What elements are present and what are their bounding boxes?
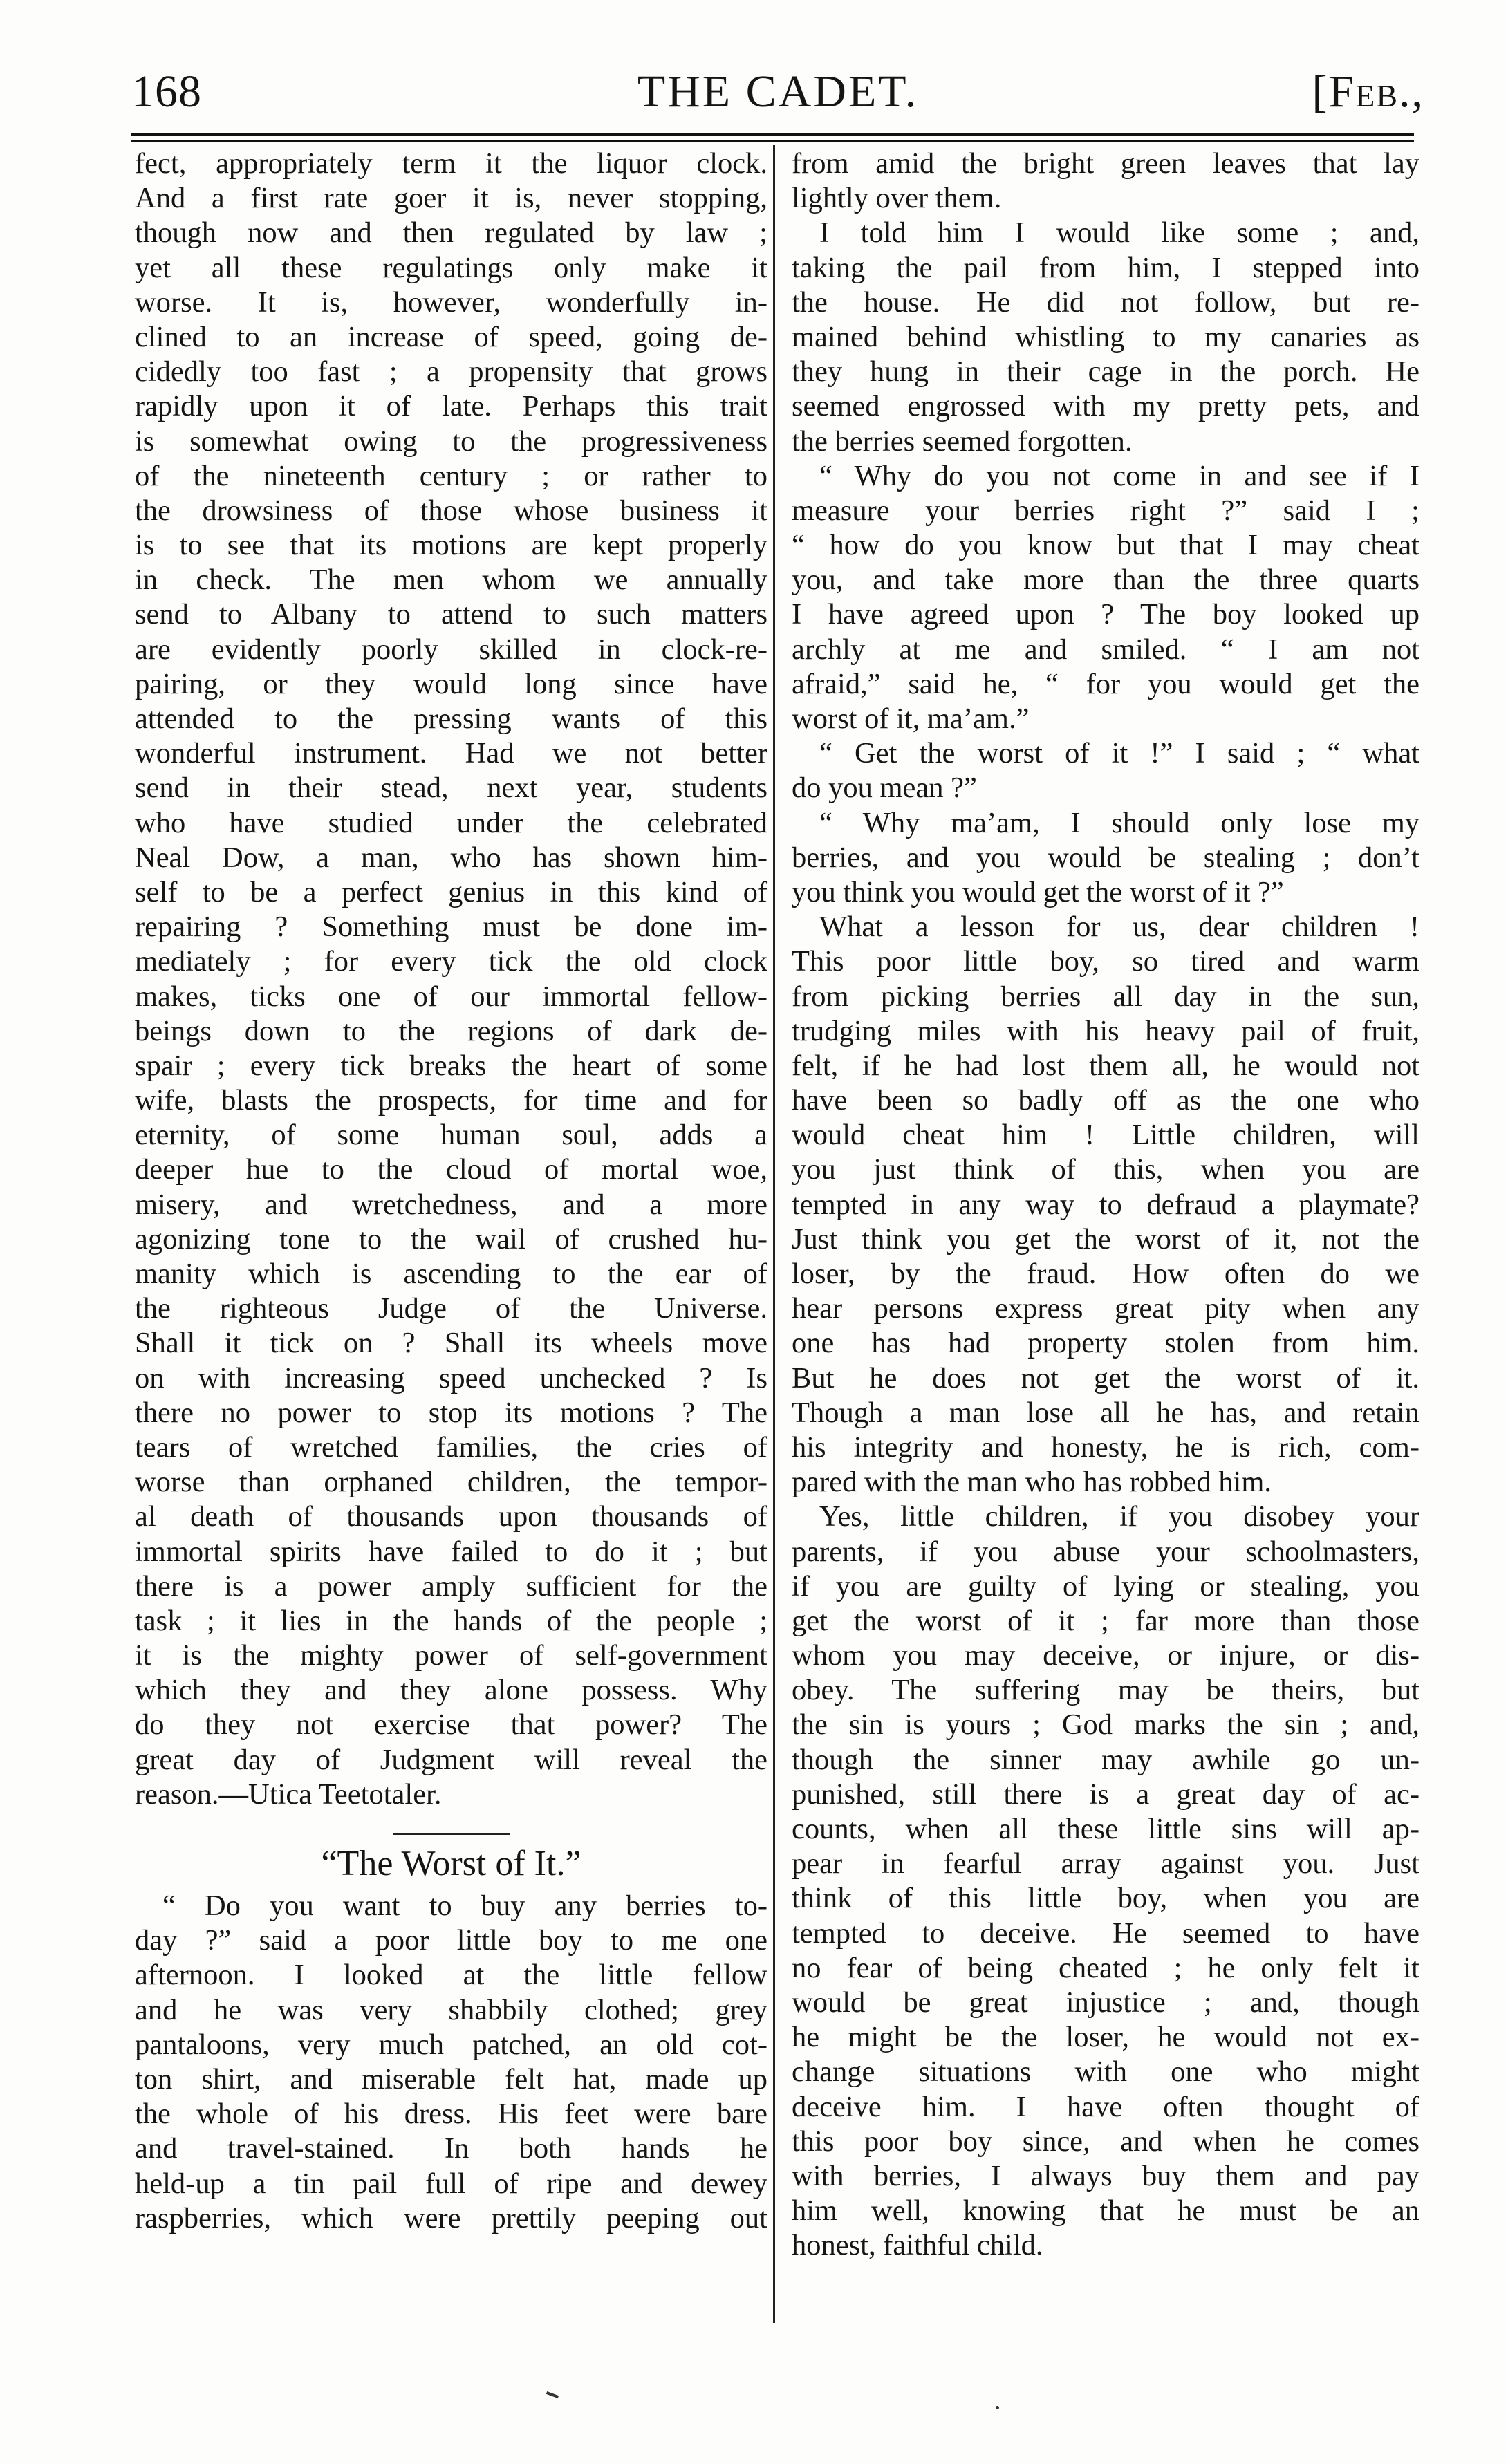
article-separator: [393, 1833, 510, 1835]
text-line: the whole of his dress. His feet were bare: [135, 2098, 767, 2131]
text-line: they hung in their cage in the porch. He: [792, 355, 1419, 389]
text-line: cidedly too fast ; a propensity that grows: [135, 355, 767, 389]
text-line: the drowsiness of those whose business it: [135, 494, 767, 527]
text-line: berries, and you would be stealing ; don’t: [792, 841, 1419, 874]
text-line: though now and then regulated by law ;: [135, 216, 767, 250]
liquor-clock-article: [135, 147, 767, 1812]
text-line: with berries, I always buy them and pay: [792, 2159, 1419, 2192]
text-line: wonderful instrument. Had we not better: [135, 737, 767, 770]
text-line: pear in fearful array against you. Just: [792, 1847, 1419, 1880]
article-heading: “The Worst of It.”: [321, 1844, 581, 1883]
text-line: though the sinner may awhile go un-: [792, 1743, 1419, 1776]
text-line: who have studied under the celebrated: [135, 806, 767, 839]
text-line: task ; it lies in the hands of the people ;: [135, 1604, 767, 1637]
text-line: reason.—Utica Teetotaler.: [135, 1777, 442, 1811]
text-line: immortal spirits have failed to do it ; but: [135, 1535, 767, 1568]
text-line: I told him I would like some ; and,: [819, 216, 1419, 250]
text-line: which they and they alone possess. Why: [135, 1674, 767, 1707]
right-column: [792, 147, 1419, 2263]
text-line: there is a power amply sufficient for the: [135, 1569, 767, 1603]
text-line: obey. The suffering may be theirs, but: [792, 1674, 1419, 1707]
text-line: the berries seemed forgotten.: [792, 424, 1133, 458]
text-line: the house. He did not follow, but re-: [792, 286, 1419, 319]
text-line: is to see that its motions are kept properly: [135, 529, 767, 562]
text-line: tempted to deceive. He seemed to have: [792, 1916, 1419, 1950]
text-line: the sin is yours ; God marks the sin ; and,: [792, 1708, 1419, 1742]
text-line: Just think you get the worst of it, not the: [792, 1222, 1419, 1256]
text-line: tempted in any way to defraud a playmate?: [792, 1188, 1419, 1221]
text-line: this poor boy since, and when he comes: [792, 2125, 1419, 2158]
text-line: tears of wretched families, the cries of: [135, 1430, 767, 1464]
text-line: “ Why ma’am, I should only lose my: [819, 806, 1419, 839]
text-line: al death of thousands upon thousands of: [135, 1500, 767, 1533]
page-number: 168: [131, 66, 202, 117]
text-line: lightly over them.: [792, 182, 1002, 215]
text-line: self to be a perfect genius in this kind of: [135, 875, 767, 908]
text-line: it is the mighty power of self-government: [135, 1639, 767, 1672]
text-line: taking the pail from him, I stepped into: [792, 251, 1419, 284]
text-line: him well, knowing that he must be an: [792, 2194, 1419, 2228]
left-column: [135, 147, 767, 2236]
text-line: repairing ? Something must be done im-: [135, 911, 767, 944]
text-line: “ Why do you not come in and see if I: [819, 459, 1419, 492]
text-line: counts, when all these little sins will ap-: [792, 1813, 1419, 1845]
text-line: worse than orphaned children, the tempor-: [135, 1466, 767, 1499]
header-rule: [131, 133, 1414, 136]
text-line: is somewhat owing to the progressiveness: [135, 424, 767, 458]
text-line: have been so badly off as the one who: [792, 1084, 1419, 1117]
text-line: What a lesson for us, dear children !: [819, 911, 1419, 944]
text-line: clined to an increase of speed, going de-: [135, 320, 767, 353]
text-line: and travel-stained. In both hands he: [135, 2132, 767, 2165]
text-line: the righteous Judge of the Universe.: [135, 1292, 767, 1325]
text-line: from picking berries all day in the sun,: [792, 980, 1419, 1013]
text-line: held-up a tin pail full of ripe and dewey: [135, 2167, 767, 2200]
text-line: worse. It is, however, wonderfully in-: [135, 286, 767, 319]
text-line: misery, and wretchedness, and a more: [135, 1188, 767, 1221]
text-line: spair ; every tick breaks the heart of some: [135, 1049, 767, 1082]
print-speck: [546, 2391, 559, 2398]
text-line: Yes, little children, if you disobey your: [819, 1500, 1419, 1533]
text-line: makes, ticks one of our immortal fellow-: [135, 980, 767, 1013]
text-line: whom you may deceive, or injure, or dis-: [792, 1639, 1419, 1672]
text-line: loser, by the fraud. How often do we: [792, 1258, 1419, 1290]
text-line: deceive him. I have often thought of: [792, 2090, 1419, 2123]
text-line: “ Get the worst of it !” I said ; “ what: [819, 737, 1419, 770]
text-line: agonizing tone to the wail of crushed hu-: [135, 1222, 767, 1256]
running-header: [131, 66, 1424, 121]
text-line: ton shirt, and miserable felt hat, made up: [135, 2062, 767, 2096]
text-line: trudging miles with his heavy pail of fruit,: [792, 1014, 1419, 1047]
text-line: you just think of this, when you are: [792, 1153, 1419, 1186]
text-line: measure your berries right ?” said I ;: [792, 494, 1419, 527]
text-line: get the worst of it ; far more than those: [792, 1604, 1419, 1637]
text-line: I have agreed upon ? The boy looked up: [792, 598, 1419, 631]
text-line: Though a man lose all he has, and retain: [792, 1396, 1419, 1429]
text-line: But he does not get the worst of it.: [792, 1361, 1419, 1394]
text-line: on with increasing speed unchecked ? Is: [135, 1361, 767, 1394]
text-line: do they not exercise that power? The: [135, 1708, 767, 1742]
text-line: “ Do you want to buy any berries to-: [162, 1889, 767, 1922]
text-line: in check. The men whom we annually: [135, 563, 767, 597]
text-line: of the nineteenth century ; or rather to: [135, 459, 767, 492]
text-line: This poor little boy, so tired and warm: [792, 945, 1419, 978]
text-line: archly at me and smiled. “ I am not: [792, 633, 1419, 666]
text-line: afraid,” said he, “ for you would get the: [792, 667, 1419, 700]
text-line: great day of Judgment will reveal the: [135, 1743, 767, 1776]
worst-of-it-article-continued: [792, 147, 1419, 2263]
text-line: mediately ; for every tick the old clock: [135, 945, 767, 978]
text-line: eternity, of some human soul, adds a: [135, 1119, 767, 1152]
text-line: felt, if he had lost them all, he would not: [792, 1049, 1419, 1082]
text-line: manity which is ascending to the ear of: [135, 1258, 767, 1290]
text-line: parents, if you abuse your schoolmasters,: [792, 1535, 1419, 1568]
text-line: pared with the man who has robbed him.: [792, 1466, 1272, 1499]
text-line: worst of it, ma’am.”: [792, 702, 1030, 735]
text-line: you, and take more than the three quarts: [792, 563, 1419, 597]
text-line: beings down to the regions of dark de-: [135, 1014, 767, 1047]
text-line: from amid the bright green leaves that lay: [792, 147, 1419, 180]
text-line: pairing, or they would long since have: [135, 667, 767, 700]
text-line: would be great injustice ; and, though: [792, 1986, 1419, 2019]
text-line: send to Albany to attend to such matters: [135, 598, 767, 631]
text-line: he might be the loser, he would not ex-: [792, 2021, 1419, 2054]
text-line: And a first rate goer it is, never stopping,: [135, 182, 767, 215]
text-line: “ how do you know but that I may cheat: [792, 529, 1419, 562]
text-line: and he was very shabbily clothed; grey: [135, 1993, 767, 2026]
text-line: deeper hue to the cloud of mortal woe,: [135, 1153, 767, 1186]
text-line: punished, still there is a great day of ac-: [792, 1777, 1419, 1811]
text-line: afternoon. I looked at the little fellow: [135, 1959, 767, 1992]
text-line: attended to the pressing wants of this: [135, 702, 767, 735]
text-line: mained behind whistling to my canaries as: [792, 320, 1419, 353]
text-line: raspberries, which were prettily peeping out: [135, 2201, 767, 2234]
column-divider: [773, 145, 775, 2323]
text-line: hear persons express great pity when any: [792, 1292, 1419, 1325]
text-line: pantaloons, very much patched, an old cot-: [135, 2028, 767, 2061]
text-line: seemed engrossed with my pretty pets, and: [792, 390, 1419, 423]
print-speck: [996, 2406, 999, 2409]
text-line: Shall it tick on ? Shall its wheels move: [135, 1327, 767, 1360]
text-line: are evidently poorly skilled in clock-re-: [135, 633, 767, 666]
text-line: send in their stead, next year, students: [135, 772, 767, 805]
text-line: honest, faithful child.: [792, 2229, 1043, 2262]
header-rule-thin: [131, 140, 1414, 142]
text-line: do you mean ?”: [792, 772, 977, 805]
text-line: would cheat him ! Little children, will: [792, 1119, 1419, 1152]
text-line: think of this little boy, when you are: [792, 1882, 1419, 1915]
text-line: Neal Dow, a man, who has shown him-: [135, 841, 767, 874]
text-line: there no power to stop its motions ? The: [135, 1396, 767, 1429]
text-line: day ?” said a poor little boy to me one: [135, 1924, 767, 1957]
text-line: change situations with one who might: [792, 2055, 1419, 2089]
issue-month: [Feb.,: [1312, 66, 1424, 117]
worst-of-it-article-start: [135, 1889, 767, 2236]
journal-title: THE CADET.: [637, 66, 919, 117]
text-line: yet all these regulatings only make it: [135, 251, 767, 284]
text-line: if you are guilty of lying or stealing, you: [792, 1569, 1419, 1603]
text-line: his integrity and honesty, he is rich, com-: [792, 1430, 1419, 1464]
text-line: you think you would get the worst of it ?”: [792, 875, 1284, 908]
text-line: one has had property stolen from him.: [792, 1327, 1419, 1360]
text-line: no fear of being cheated ; he only felt it: [792, 1951, 1419, 1984]
text-line: fect, appropriately term it the liquor clock.: [135, 147, 767, 180]
text-line: rapidly upon it of late. Perhaps this trait: [135, 390, 767, 423]
text-line: wife, blasts the prospects, for time and for: [135, 1084, 767, 1117]
